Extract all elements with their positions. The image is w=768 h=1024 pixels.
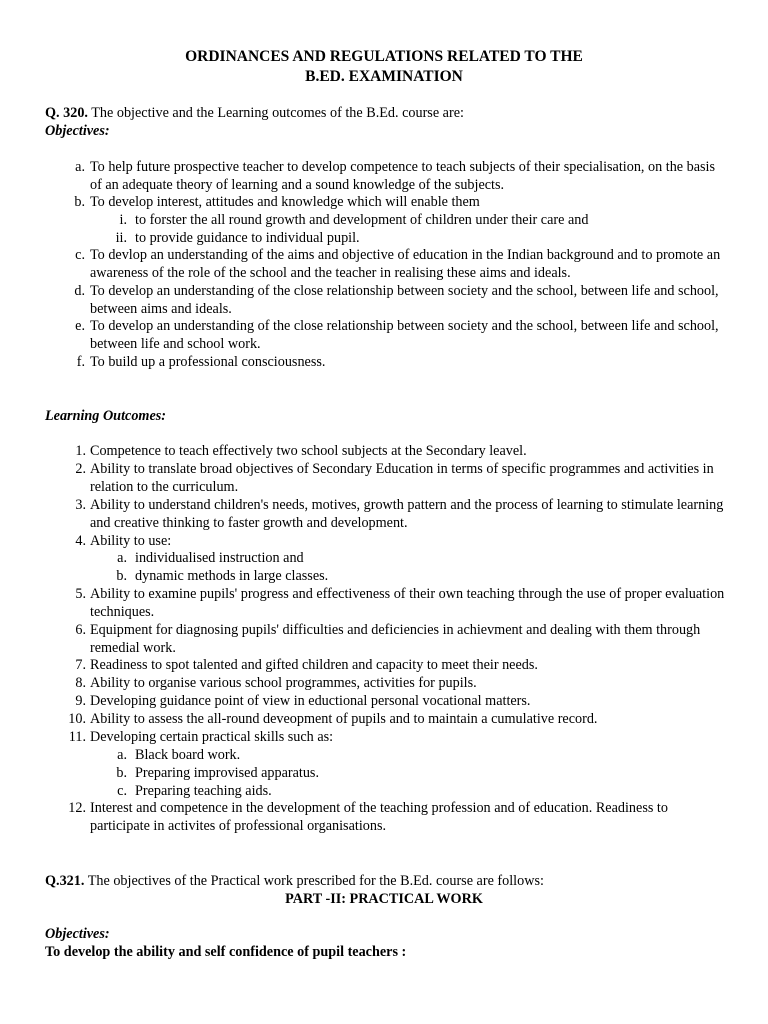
- outcome-item: [0, 800, 726, 836]
- question-321: [45, 873, 735, 891]
- list-item-text: Preparing teaching aids.: [135, 783, 272, 799]
- list-marker: 8.: [75, 675, 86, 691]
- outcome-item: [0, 729, 726, 747]
- list-item-text: Ability to use:: [90, 533, 172, 549]
- list-item-text: to provide guidance to individual pupil.: [135, 230, 360, 246]
- list-item-text: Black board work.: [135, 747, 241, 763]
- document-title-line-2: B.ED. EXAMINATION: [305, 68, 463, 85]
- question-321-text: The objectives of the Practical work prescribed for the B.Ed. course are follows:: [84, 873, 544, 889]
- list-item-text: Developing certain practical skills such as:: [90, 729, 334, 745]
- outcome-item: [0, 693, 726, 711]
- list-marker: 4.: [75, 533, 86, 549]
- list-item-text: Ability to organise various school programmes, activities for pupils.: [90, 675, 477, 691]
- list-marker: 7.: [75, 657, 86, 673]
- list-marker: d.: [74, 283, 85, 299]
- list-item-text: Ability to examine pupils' progress and effectiveness of their own teaching through the use of proper evaluation techniques.: [90, 586, 725, 620]
- objective-item: [0, 318, 726, 354]
- objective-item: [0, 247, 726, 283]
- objectives-heading: Objectives:: [45, 123, 110, 139]
- list-item-text: Ability to assess the all-round deveopment of pupils and to maintain a cumulative record.: [90, 711, 598, 727]
- outcome-item: [0, 533, 726, 551]
- list-marker: c.: [117, 783, 127, 799]
- list-marker: a.: [117, 550, 127, 566]
- list-marker: b.: [116, 765, 127, 781]
- question-320-label: Q. 320.: [45, 105, 88, 121]
- list-marker: b.: [74, 194, 85, 210]
- list-marker: 1.: [75, 443, 86, 459]
- practical-subheading: To develop the ability and self confidence of pupil teachers :: [45, 944, 407, 960]
- outcome-subitem: [0, 783, 735, 801]
- list-item-text: dynamic methods in large classes.: [135, 568, 329, 584]
- list-item-text: Preparing improvised apparatus.: [135, 765, 319, 781]
- list-item-text: individualised instruction and: [135, 550, 304, 566]
- list-item-text: Interest and competence in the development of the teaching profession and of education. Readiness to participate in activites of professional organisations.: [90, 800, 668, 834]
- list-marker: 11.: [68, 729, 86, 745]
- part-2-heading: PART -II: PRACTICAL WORK: [285, 891, 483, 907]
- list-marker: 12.: [68, 800, 86, 816]
- list-item-text: to forster the all round growth and development of children under their care and: [135, 212, 589, 228]
- question-320: [45, 105, 735, 123]
- outcome-subitem: [0, 550, 735, 568]
- outcome-item: [0, 461, 726, 497]
- practical-objectives-heading: Objectives:: [45, 926, 110, 942]
- outcome-item: [0, 622, 726, 658]
- list-marker: 2.: [75, 461, 86, 477]
- list-item-text: Developing guidance point of view in eductional personal vocational matters.: [90, 693, 531, 709]
- list-marker: 3.: [75, 497, 86, 513]
- document-title-line-1: ORDINANCES AND REGULATIONS RELATED TO THE: [185, 48, 583, 65]
- list-marker: i.: [119, 212, 127, 228]
- list-item-text: Ability to understand children's needs, motives, growth pattern and the process of learning to stimulate learning and creative thinking to faster growth and development.: [90, 497, 724, 531]
- objective-subitem: [0, 230, 735, 248]
- list-marker: f.: [76, 354, 85, 370]
- objective-item: [0, 283, 726, 319]
- list-item-text: To develop interest, attitudes and knowledge which will enable them: [90, 194, 480, 210]
- question-320-text: The objective and the Learning outcomes of the B.Ed. course are:: [87, 105, 464, 121]
- objective-item: [0, 159, 726, 195]
- list-item-text: To help future prospective teacher to develop competence to teach subjects of their specialisation, on the basis of an adequate theory of learning and a sound knowledge of the subjects.: [90, 159, 716, 193]
- outcome-subitem: [0, 568, 735, 586]
- outcome-item: [0, 657, 726, 675]
- list-item-text: Readiness to spot talented and gifted children and capacity to meet their needs.: [90, 657, 538, 673]
- list-item-text: To develop an understanding of the close relationship between society and the school, between life and school, between life and school work.: [90, 318, 719, 352]
- list-marker: 9.: [75, 693, 86, 709]
- outcome-item: [0, 443, 726, 461]
- list-item-text: Competence to teach effectively two school subjects at the Secondary leavel.: [90, 443, 527, 459]
- list-item-text: Ability to translate broad objectives of Secondary Education in terms of specific programmes and activities in relation to the curriculum.: [90, 461, 714, 495]
- list-marker: b.: [116, 568, 127, 584]
- list-item-text: To develop an understanding of the close relationship between society and the school, between life and school, between aims and ideals.: [90, 283, 719, 317]
- list-marker: e.: [75, 318, 85, 334]
- outcome-subitem: [0, 765, 735, 783]
- list-item-text: To build up a professional consciousness.: [90, 354, 326, 370]
- outcome-item: [0, 497, 726, 533]
- outcome-item: [0, 711, 726, 729]
- list-marker: ii.: [115, 230, 127, 246]
- objective-item: [0, 354, 726, 372]
- question-321-label: Q.321.: [45, 873, 85, 889]
- outcome-item: [0, 586, 726, 622]
- outcome-item: [0, 675, 726, 693]
- list-marker: 10.: [68, 711, 86, 727]
- list-marker: c.: [75, 247, 85, 263]
- list-marker: a.: [117, 747, 127, 763]
- list-item-text: Equipment for diagnosing pupils' difficulties and deficiencies in achievment and dealing with them through remedial work.: [90, 622, 701, 656]
- list-marker: 5.: [75, 586, 86, 602]
- objective-subitem: [0, 212, 735, 230]
- outcome-subitem: [0, 747, 735, 765]
- objective-item: [0, 194, 726, 212]
- list-item-text: To devlop an understanding of the aims and objective of education in the Indian background and to promote an awareness of the role of the school and the teacher in realising these aims and ideals.: [90, 247, 721, 281]
- learning-outcomes-heading: Learning Outcomes:: [45, 408, 166, 424]
- list-marker: a.: [75, 159, 85, 175]
- list-marker: 6.: [75, 622, 86, 638]
